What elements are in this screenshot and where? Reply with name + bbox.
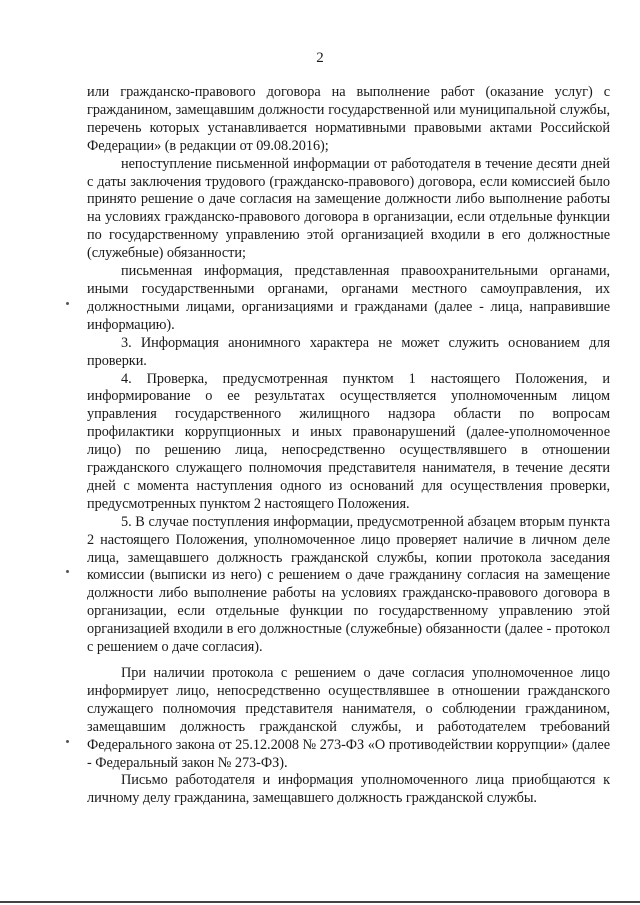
scan-dot <box>66 570 69 573</box>
paragraph-item-4: 4. Проверка, предусмотренная пунктом 1 настоящего Положения, и информирование о ее результатах осуществляется уполномоченным лицом управления государственного жилищного надзора области по вопросам профилактики коррупционных и иных правонарушений (далее-уполномоченное лицо) по решению лица, непосредственно осуществлявшего в отношении гражданского служащего полномочия представителя нанимателя, в течение десяти дней с момента наступления одного из оснований для осуществления проверки, предусмотренных пунктом 2 настоящего Положения. <box>87 370 610 512</box>
paragraph-protocol: При наличии протокола с решением о даче согласия уполномоченное лицо информирует лицо, непосредственно осуществлявшее в отношении гражданского служащего полномочия представителя нанимателя, о соблюдении гражданином, замещавшим должность гражданской службы, и работодателем требований Федерального закона от 25.12.2008 № 273-ФЗ «О противодействии коррупции» (далее - Федеральный закон № 273-ФЗ). <box>87 665 610 771</box>
paragraph-item-3: 3. Информация анонимного характера не может служить основанием для проверки. <box>87 334 610 369</box>
paragraph-continuation: или гражданско-правового договора на выполнение работ (оказание услуг) с гражданином, замещавшим должности государственной или муниципальной службы, перечень которых устанавливается нормативными правовыми актами Российской Федерации» (в редакции от 09.08.2016); <box>87 84 610 154</box>
page-number: 2 <box>316 50 324 66</box>
scan-dot <box>66 302 69 305</box>
document-body <box>87 84 610 808</box>
paragraph-written-info: письменная информация, представленная правоохранительными органами, иными государственными органами, органами местного самоуправления, их должностными лицами, организациями и гражданами (далее - лица, направившие информацию). <box>87 263 610 333</box>
paragraph-letter: Письмо работодателя и информация уполномоченного лица приобщаются к личному делу гражданина, замещавшего должность гражданской службы. <box>87 772 610 807</box>
scan-edge-line <box>0 901 640 903</box>
scan-dot <box>66 740 69 743</box>
paragraph-item-5: 5. В случае поступления информации, предусмотренной абзацем вторым пункта 2 настоящего Положения, уполномоченное лицо проверяет наличие в личном деле лица, замещавшего должность гражданской службы, копии протокола заседания комиссии (выписки из него) с решением о даче гражданину согласия на замещение должности либо выполнение работы на условиях гражданско-правового договора в организации, если отдельные функции по государственному управлению этой организацией входили в его должностные (служебные) обязанности (далее - протокол с решением о даче согласия). <box>87 513 610 656</box>
paragraph-no-written-info: непоступление письменной информации от работодателя в течение десяти дней с даты заключения трудового (гражданско-правового) договора, если комиссией было принято решение о даче согласия на замещение должности либо выполнение работы на условиях гражданско-правового договора в организации, если отдельные функции по государственному управлению этой организацией входили в его должностные (служебные) обязанности; <box>87 155 610 262</box>
